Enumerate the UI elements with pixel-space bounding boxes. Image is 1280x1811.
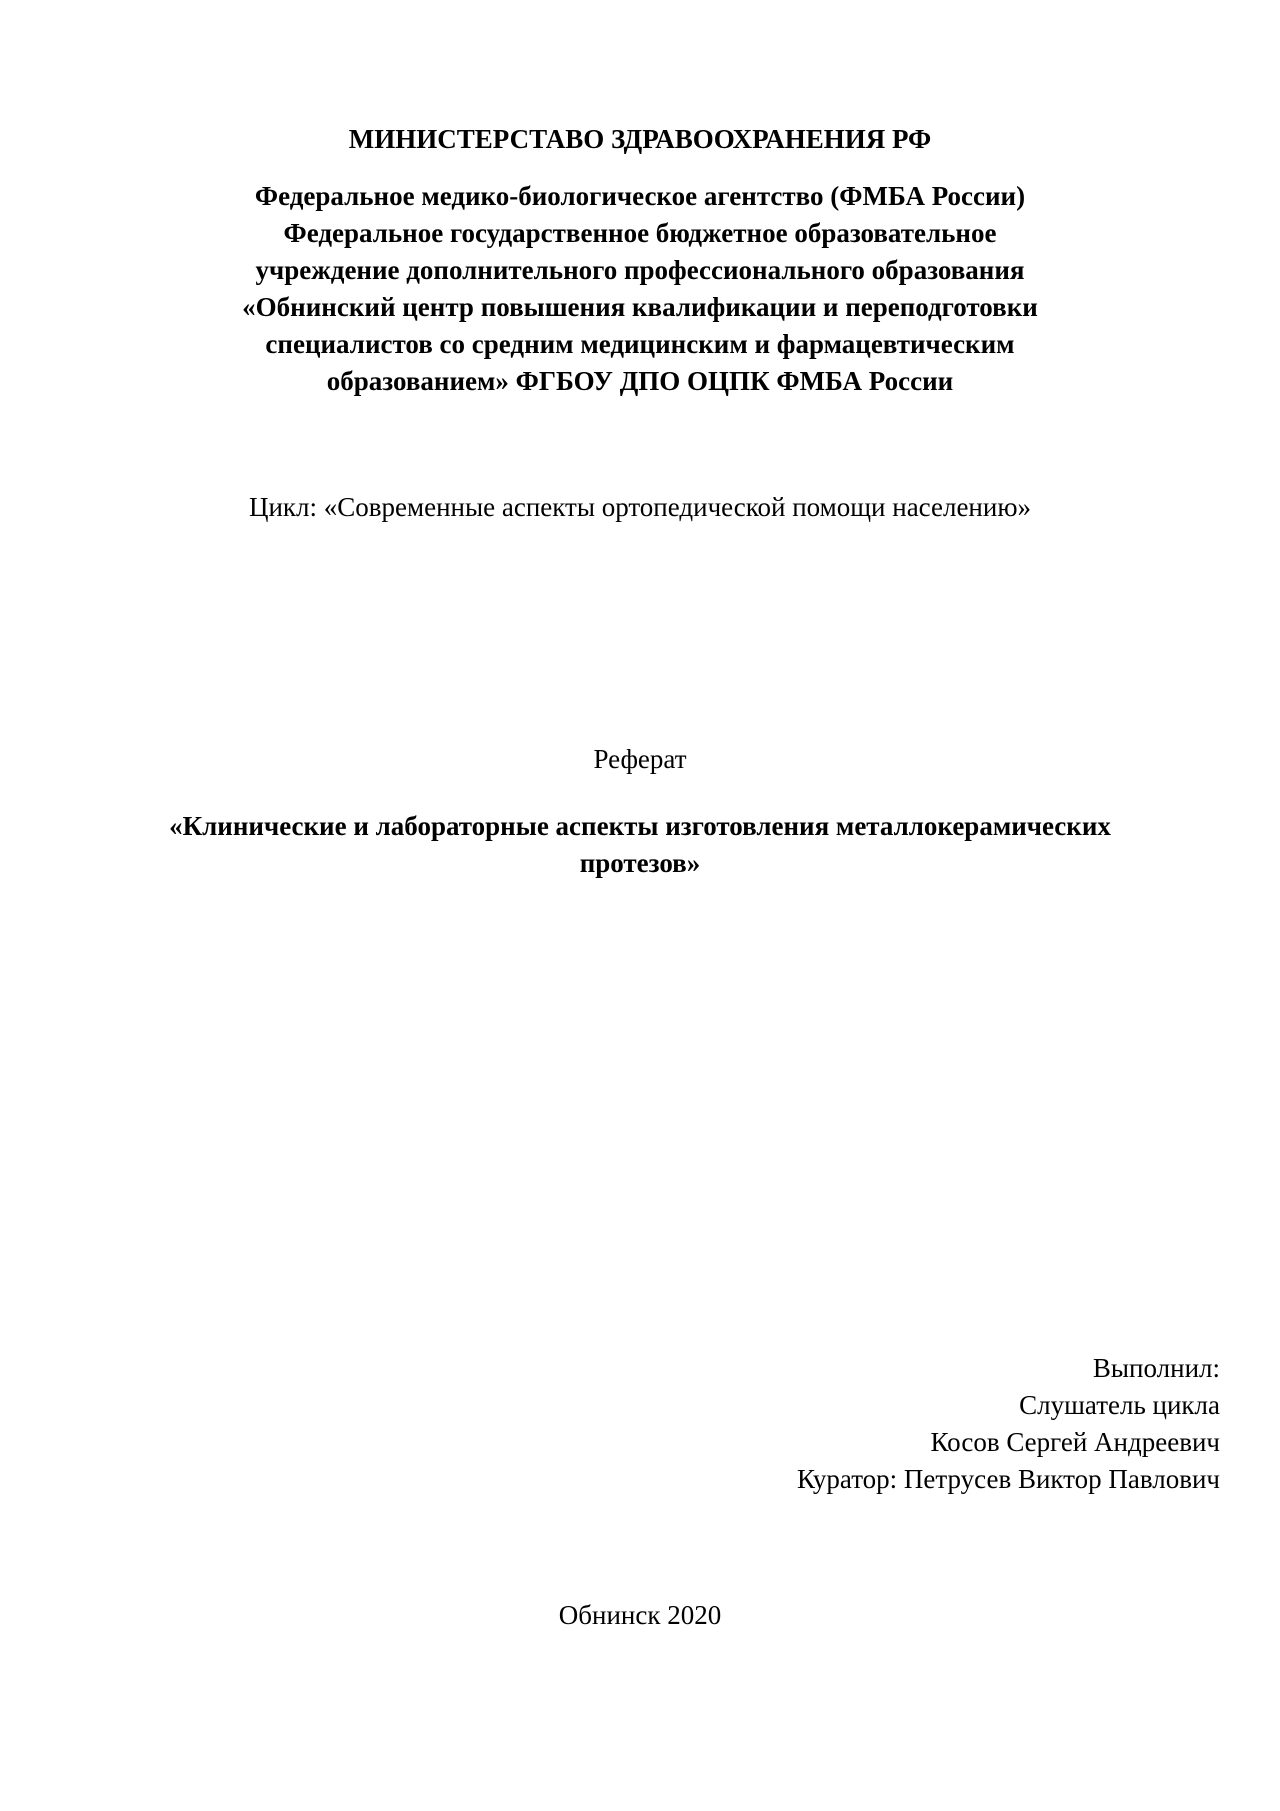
agency-line: «Обнинский центр повышения квалификации и переподготовки <box>242 292 1038 322</box>
agency-line: специалистов со средним медицинским и фармацевтическим <box>265 329 1015 359</box>
author-line: Косов Сергей Андреевич <box>930 1427 1220 1457</box>
agency-block <box>0 178 1280 400</box>
ministry-heading: МИНИСТЕРСТАВО ЗДРАВООХРАНЕНИЯ РФ <box>348 124 932 154</box>
document-title-line: «Клинические и лабораторные аспекты изготовления металлокерамических <box>169 811 1111 841</box>
cycle-name: Цикл: «Современные аспекты ортопедической помощи населению» <box>248 492 1031 522</box>
author-line: Выполнил: <box>1092 1353 1220 1383</box>
document-type: Реферат <box>593 744 687 774</box>
author-line: Слушатель цикла <box>1019 1390 1220 1420</box>
agency-line: образованием» ФГБОУ ДПО ОЦПК ФМБА России <box>326 366 954 396</box>
author-block <box>797 1350 1220 1498</box>
author-line: Куратор: Петрусев Виктор Павлович <box>796 1464 1220 1494</box>
agency-line: учреждение дополнительного профессионального образования <box>255 255 1025 285</box>
agency-line: Федеральное медико-биологическое агентство (ФМБА России) <box>254 181 1026 211</box>
document-title-line: протезов» <box>579 848 701 878</box>
city-year: Обнинск 2020 <box>558 1600 722 1630</box>
agency-line: Федеральное государственное бюджетное образовательное <box>283 218 997 248</box>
document-title <box>0 808 1280 882</box>
